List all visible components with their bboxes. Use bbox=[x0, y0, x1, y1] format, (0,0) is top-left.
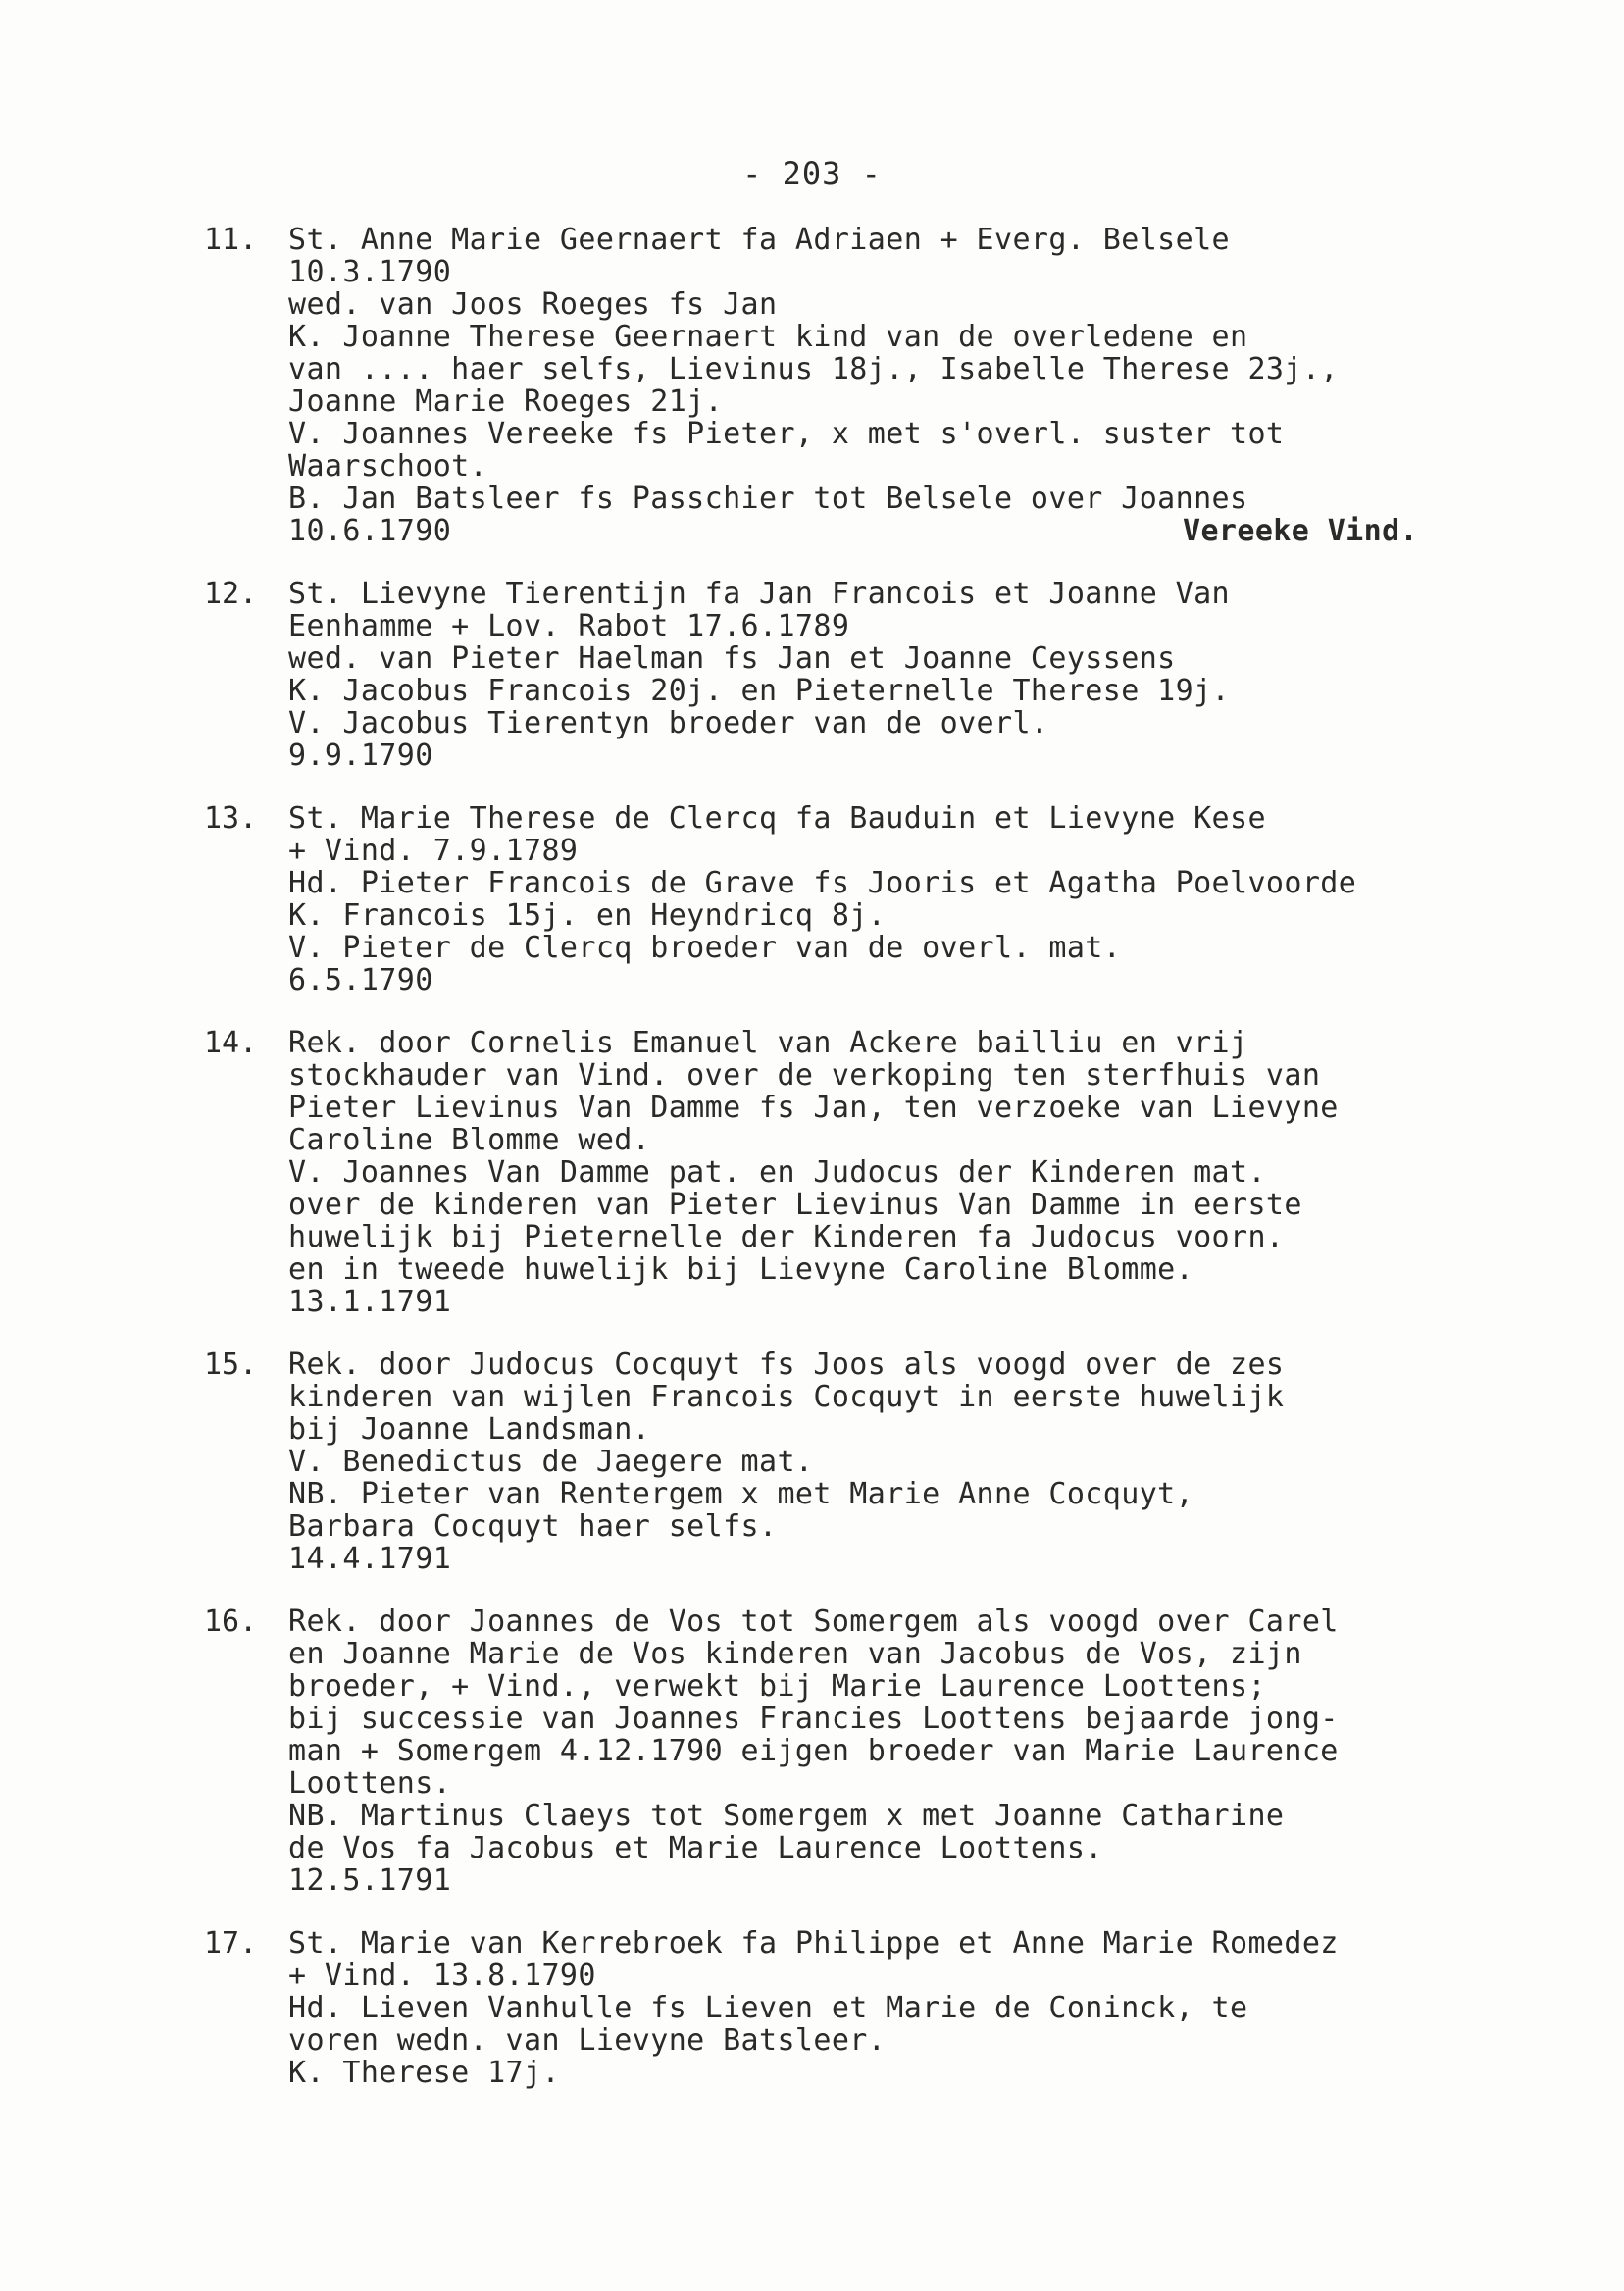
entry-line: wed. van Joos Roeges fs Jan bbox=[288, 287, 778, 322]
entry-line: 13.1.1791 bbox=[288, 1285, 452, 1319]
entry-text bbox=[288, 1605, 1481, 1897]
entry-line: K. Joanne Therese Geernaert kind van de overledene en bbox=[288, 320, 1248, 354]
entry-line: V. Jacobus Tierentyn broeder van de overl. bbox=[288, 706, 1049, 740]
entry-line: Loottens. bbox=[288, 1766, 452, 1801]
entry-text bbox=[288, 224, 1481, 547]
entry-line: en in tweede huwelijk bij Lievyne Caroline Blomme. bbox=[288, 1252, 1194, 1287]
entry-line: V. Joannes Vereeke fs Pieter, x met s'overl. suster tot bbox=[288, 417, 1285, 451]
entry-line: 12.5.1791 bbox=[288, 1863, 452, 1898]
entry-line: bij Joanne Landsman. bbox=[288, 1412, 651, 1447]
entry-13 bbox=[206, 802, 1481, 996]
entry-line: 6.5.1790 bbox=[288, 963, 433, 997]
entry-line: Hd. Pieter Francois de Grave fs Jooris et Agatha Poelvoorde bbox=[288, 866, 1357, 900]
entry-line: Waarschoot. bbox=[288, 449, 488, 484]
entry-line: K. Therese 17j. bbox=[288, 2056, 560, 2090]
page-number: - 203 - bbox=[742, 155, 882, 192]
entry-12 bbox=[206, 578, 1481, 772]
entry-date: 10.6.1790 bbox=[288, 514, 452, 548]
entry-number: 13. bbox=[204, 801, 258, 836]
entry-text bbox=[288, 802, 1481, 996]
entry-text bbox=[288, 1927, 1481, 2089]
entry-line: K. Francois 15j. en Heyndricq 8j. bbox=[288, 898, 887, 933]
entry-line: V. Benedictus de Jaegere mat. bbox=[288, 1445, 814, 1479]
entry-line: NB. Pieter van Rentergem x met Marie Anne Cocquyt, bbox=[288, 1477, 1194, 1511]
entry-number: 17. bbox=[204, 1926, 258, 1960]
entry-text bbox=[288, 578, 1481, 772]
entry-line: + Vind. 13.8.1790 bbox=[288, 1959, 596, 1993]
entry-17 bbox=[206, 1927, 1481, 2089]
entry-line: NB. Martinus Claeys tot Somergem x met Joanne Catharine bbox=[288, 1799, 1285, 1833]
entry-line: Joanne Marie Roeges 21j. bbox=[288, 384, 724, 419]
entries-list bbox=[206, 224, 1481, 2119]
entry-line: St. Marie van Kerrebroek fa Philippe et Anne Marie Romedez bbox=[288, 1926, 1339, 1960]
entry-line: Rek. door Judocus Cocquyt fs Joos als voogd over de zes bbox=[288, 1348, 1285, 1382]
entry-line: K. Jacobus Francois 20j. en Pieternelle Therese 19j. bbox=[288, 674, 1230, 708]
entry-number: 11. bbox=[204, 223, 258, 257]
entry-line: 10.3.1790 bbox=[288, 255, 452, 289]
entry-line: St. Marie Therese de Clercq fa Bauduin et Lievyne Kese bbox=[288, 801, 1266, 836]
entry-line: man + Somergem 4.12.1790 eijgen broeder van Marie Laurence bbox=[288, 1734, 1339, 1768]
entry-number: 15. bbox=[204, 1348, 258, 1382]
entry-line: St. Anne Marie Geernaert fa Adriaen + Everg. Belsele bbox=[288, 223, 1230, 257]
entry-line: van .... haer selfs, Lievinus 18j., Isabelle Therese 23j., bbox=[288, 352, 1339, 386]
entry-line: over de kinderen van Pieter Lievinus Van Damme in eerste bbox=[288, 1188, 1302, 1222]
entry-line: Barbara Cocquyt haer selfs. bbox=[288, 1509, 778, 1544]
entry-line: Rek. door Joannes de Vos tot Somergem als voogd over Carel bbox=[288, 1604, 1339, 1639]
entry-line: + Vind. 7.9.1789 bbox=[288, 834, 579, 868]
entry-line: V. Pieter de Clercq broeder van de overl. mat. bbox=[288, 931, 1122, 965]
entry-16 bbox=[206, 1605, 1481, 1897]
entry-11 bbox=[206, 224, 1481, 547]
entry-text bbox=[288, 1349, 1481, 1575]
entry-line: broeder, + Vind., verwekt bij Marie Laurence Loottens; bbox=[288, 1669, 1266, 1704]
entry-line: 9.9.1790 bbox=[288, 738, 433, 773]
entry-line: stockhauder van Vind. over de verkoping ten sterfhuis van bbox=[288, 1058, 1321, 1093]
entry-15 bbox=[206, 1349, 1481, 1575]
entry-line: Eenhamme + Lov. Rabot 17.6.1789 bbox=[288, 609, 850, 643]
entry-line: wed. van Pieter Haelman fs Jan et Joanne Ceyssens bbox=[288, 641, 1176, 676]
entry-line: St. Lievyne Tierentijn fa Jan Francois et Joanne Van bbox=[288, 577, 1230, 611]
entry-line: de Vos fa Jacobus et Marie Laurence Loottens. bbox=[288, 1831, 1103, 1865]
entry-line: 14.4.1791 bbox=[288, 1542, 452, 1576]
entry-number: 12. bbox=[204, 577, 258, 611]
entry-line: Pieter Lievinus Van Damme fs Jan, ten verzoeke van Lievyne bbox=[288, 1091, 1339, 1125]
entry-number: 14. bbox=[204, 1026, 258, 1060]
entry-line: Rek. door Cornelis Emanuel van Ackere bailliu en vrij bbox=[288, 1026, 1248, 1060]
entry-line: V. Joannes Van Damme pat. en Judocus der Kinderen mat. bbox=[288, 1155, 1266, 1190]
entry-line: en Joanne Marie de Vos kinderen van Jacobus de Vos, zijn bbox=[288, 1637, 1302, 1671]
entry-text bbox=[288, 1027, 1481, 1318]
entry-line: Hd. Lieven Vanhulle fs Lieven et Marie de Coninck, te bbox=[288, 1991, 1248, 2025]
entry-line-split bbox=[288, 515, 1481, 547]
entry-line: Caroline Blomme wed. bbox=[288, 1123, 651, 1157]
entry-annotation: Vereeke Vind. bbox=[1183, 514, 1418, 548]
entry-line: bij successie van Joannes Francies Loottens bejaarde jong- bbox=[288, 1702, 1339, 1736]
entry-line: B. Jan Batsleer fs Passchier tot Belsele over Joannes bbox=[288, 482, 1248, 516]
entry-line: voren wedn. van Lievyne Batsleer. bbox=[288, 2023, 887, 2058]
entry-line: kinderen van wijlen Francois Cocquyt in eerste huwelijk bbox=[288, 1380, 1285, 1414]
entry-number: 16. bbox=[204, 1604, 258, 1639]
entry-line: huwelijk bij Pieternelle der Kinderen fa Judocus voorn. bbox=[288, 1220, 1285, 1254]
entry-14 bbox=[206, 1027, 1481, 1318]
